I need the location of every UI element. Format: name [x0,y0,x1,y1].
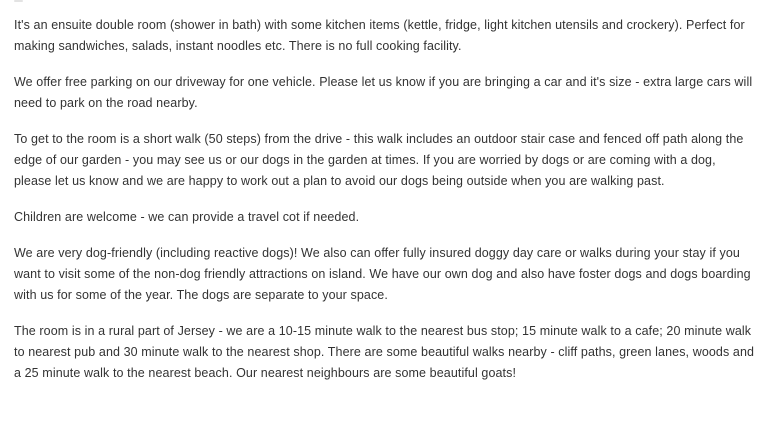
clipped-text-remnant [14,0,23,2]
paragraph-walk-to-room: To get to the room is a short walk (50 steps) from the drive - this walk includes an outdoor stair case and fenced off path along the edge of our garden - you may see us or our dogs in the garden at times. If you are worried by dogs or are coming with a dog, please let us know and we are happy to work out a plan to avoid our dogs being outside when you are walking past. [14,132,744,188]
paragraph-parking: We offer free parking on our driveway for one vehicle. Please let us know if you are bringing a car and it's size - extra large cars will need to park on the road nearby. [14,75,753,110]
paragraph-location: The room is in a rural part of Jersey - we are a 10-15 minute walk to the nearest bus stop; 15 minute walk to a cafe; 20 minute walk to nearest pub and 30 minute walk to the nearest shop. There are some beautiful walks nearby - cliff paths, green lanes, woods and a 25 minute walk to the nearest beach. Our nearest neighbours are some beautiful goats! [14,324,755,380]
paragraph-dog-friendly: We are very dog-friendly (including reactive dogs)! We also can offer fully insured doggy day care or walks during your stay if you want to visit some of the non-dog friendly attractions on island. We have our own dog and also have foster dogs and dogs boarding with us for some of the year. The dogs are separate to your space. [14,246,751,302]
paragraph-children: Children are welcome - we can provide a travel cot if needed. [14,210,360,224]
paragraph-room-and-kitchen: It's an ensuite double room (shower in bath) with some kitchen items (kettle, fridge, light kitchen utensils and crockery). Perfect for making sandwiches, salads, instant noodles etc. There is no full cooking facility. [14,18,745,53]
